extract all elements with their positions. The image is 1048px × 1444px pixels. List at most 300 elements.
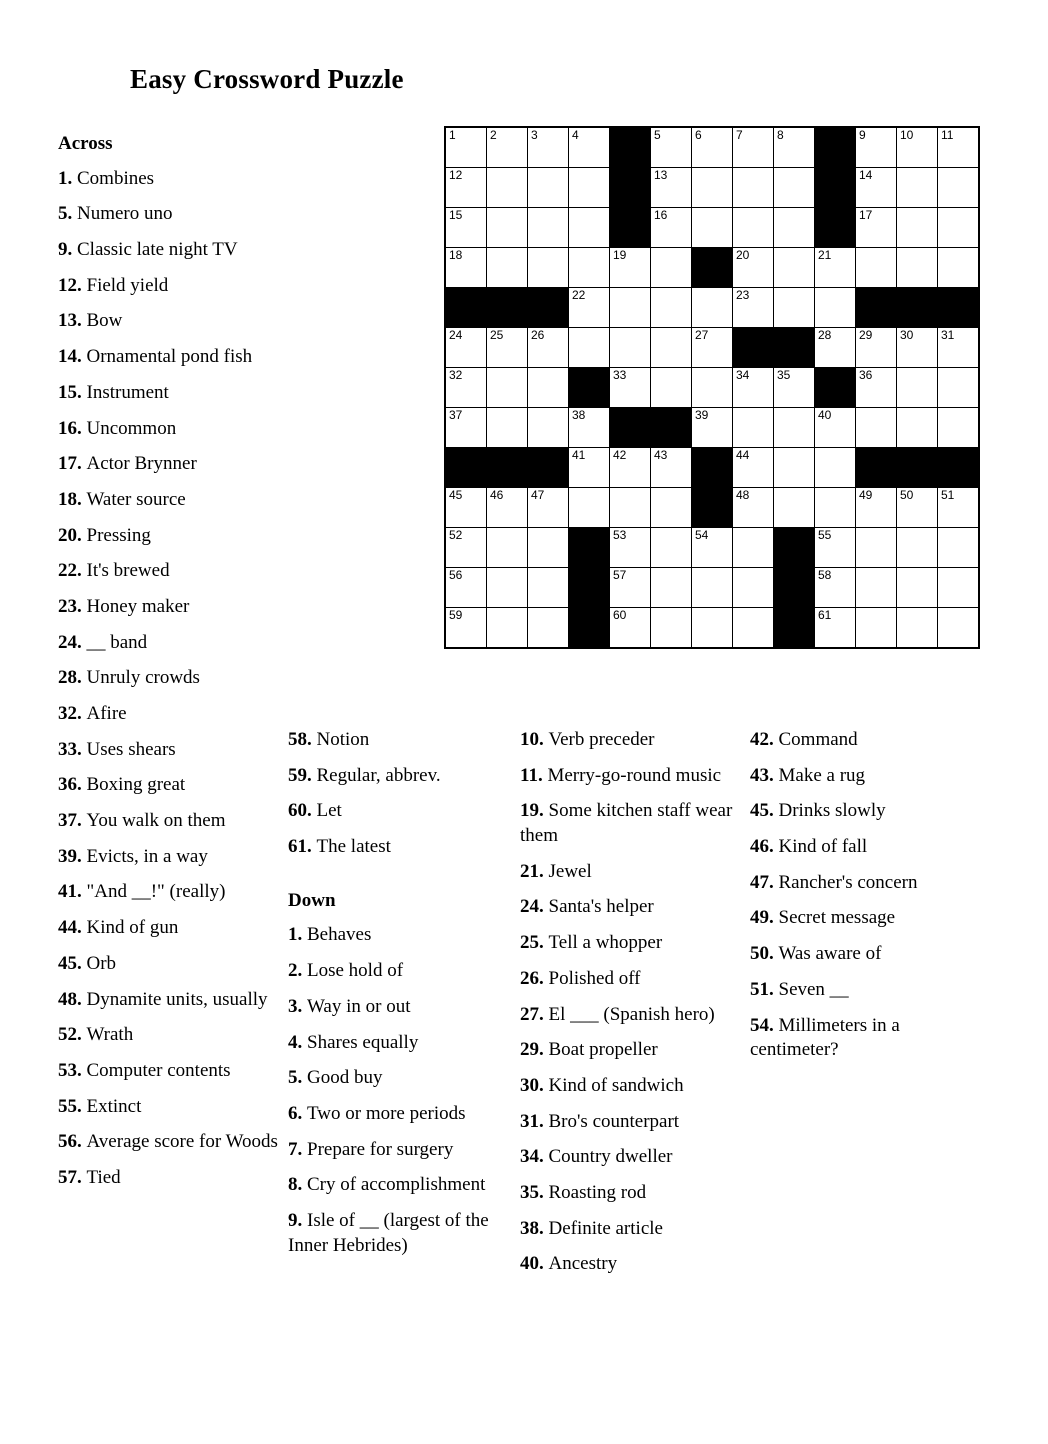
clue-item [288,1066,496,1091]
grid-cell[interactable] [651,328,692,368]
clue-item [520,1074,735,1099]
clue-item [58,452,283,477]
grid-cell-number: 54 [695,528,709,542]
grid-cell[interactable] [856,208,897,248]
grid-cell[interactable] [569,408,610,448]
clue-item [58,988,283,1013]
clue-item [58,773,283,798]
grid-cell[interactable] [651,448,692,488]
clue-text: Kind of gun [86,917,179,939]
grid-cell[interactable] [445,408,487,448]
grid-cell[interactable] [774,408,815,448]
grid-row [445,288,979,328]
clue-text: Ornamental pond fish [86,346,253,368]
clue-item [288,995,496,1020]
grid-cell[interactable] [774,448,815,488]
grid-row [445,127,979,168]
grid-cell-number: 31 [941,328,955,342]
grid-cell-block [815,368,856,408]
grid-cell[interactable] [938,488,980,528]
down-heading: Down [288,889,336,911]
grid-cell[interactable] [692,408,733,448]
grid-cell[interactable] [938,408,980,448]
grid-cell-number: 55 [818,528,832,542]
grid-cell-number: 34 [736,368,750,382]
grid-cell[interactable] [445,127,487,168]
clue-number: 43. [750,764,779,786]
clue-number: 58. [288,729,317,750]
grid-cell[interactable] [897,528,938,568]
grid-cell[interactable] [815,248,856,288]
clue-item [58,202,283,227]
grid-cell[interactable] [651,488,692,528]
grid-cell[interactable] [733,368,774,408]
clue-text: Combines [77,167,155,189]
grid-cell-number: 7 [736,128,743,142]
clue-item [58,595,283,620]
grid-cell[interactable] [815,328,856,368]
grid-cell[interactable] [938,568,980,608]
grid-cell-number: 23 [736,288,750,302]
clue-text: It's brewed [86,560,170,582]
grid-cell-number: 53 [613,528,627,542]
clue-number: 15. [58,381,87,403]
grid-cell-block [610,208,651,248]
clue-item [58,274,283,299]
grid-cell[interactable] [897,568,938,608]
clue-text: Dynamite units, usually [86,988,268,1010]
grid-cell-number: 52 [449,528,463,542]
clue-item [288,959,496,984]
grid-cell[interactable] [774,248,815,288]
grid-cell-number: 38 [572,408,586,422]
grid-cell[interactable] [897,488,938,528]
grid-cell[interactable] [774,127,815,168]
clues-column-3 [520,728,735,1288]
clue-text: Field yield [86,274,169,296]
clue-text: Behaves [307,924,372,946]
clue-number: 55. [58,1095,87,1117]
clue-item [520,1252,735,1277]
grid-cell-block [445,288,487,328]
grid-cell[interactable] [856,328,897,368]
grid-cell[interactable] [692,208,733,248]
clue-text: Extinct [86,1095,142,1117]
grid-cell[interactable] [815,288,856,328]
grid-cell[interactable] [651,208,692,248]
grid-cell[interactable] [569,448,610,488]
grid-cell[interactable] [569,168,610,208]
clue-text: Some kitchen staff wear them [520,800,733,847]
grid-cell-number: 36 [859,368,873,382]
grid-cell-number: 6 [695,128,702,142]
grid-cell-number: 21 [818,248,832,262]
grid-cell-number: 35 [777,368,791,382]
clue-text: Kind of sandwich [548,1074,684,1096]
grid-cell[interactable] [487,368,528,408]
clue-item [520,931,735,956]
grid-cell[interactable] [856,568,897,608]
grid-cell[interactable] [610,248,651,288]
grid-cell[interactable] [938,248,980,288]
grid-row [445,248,979,288]
grid-row [445,408,979,448]
clue-text: Ancestry [548,1253,618,1275]
grid-cell[interactable] [897,368,938,408]
grid-cell[interactable] [651,568,692,608]
clue-text: Unruly crowds [86,667,200,689]
grid-cell[interactable] [774,488,815,528]
grid-cell[interactable] [733,408,774,448]
clues-column-1 [58,132,283,1202]
grid-cell-number: 43 [654,448,668,462]
grid-cell-block [815,168,856,208]
clue-text: Two or more periods [307,1102,466,1124]
clues-column-2 [288,728,496,1269]
grid-cell[interactable] [733,528,774,568]
grid-cell[interactable] [692,288,733,328]
grid-cell[interactable] [733,488,774,528]
grid-cell-block [774,528,815,568]
clue-text: Definite article [548,1217,663,1239]
clue-number: 6. [288,1102,307,1124]
clue-number: 54. [750,1014,779,1036]
clue-number: 44. [58,917,87,939]
grid-cell[interactable] [445,328,487,368]
grid-cell[interactable] [897,248,938,288]
grid-cell[interactable] [445,208,487,248]
grid-row [445,168,979,208]
grid-cell-block [610,168,651,208]
grid-cell[interactable] [445,608,487,649]
page-title: Easy Crossword Puzzle [130,64,404,94]
grid-cell[interactable] [733,168,774,208]
grid-cell[interactable] [692,328,733,368]
clue-number: 14. [58,346,87,368]
grid-row [445,328,979,368]
grid-cell[interactable] [528,328,569,368]
grid-cell[interactable] [897,168,938,208]
grid-cell[interactable] [487,328,528,368]
clue-text: Merry-go-round music [547,764,722,786]
grid-cell-number: 37 [449,408,463,422]
grid-cell-number: 19 [613,248,627,262]
grid-cell-block [897,288,938,328]
clue-item [288,799,496,824]
clue-number: 48. [58,988,87,1010]
grid-cell[interactable] [528,168,569,208]
grid-cell-block [815,127,856,168]
grid-cell[interactable] [692,127,733,168]
clue-number: 23. [58,595,87,617]
grid-cell-block [774,568,815,608]
grid-cell-block [569,528,610,568]
clue-text: Orb [86,952,117,974]
crossword-grid-table[interactable] [444,126,980,649]
grid-cell-block [528,448,569,488]
clue-text: Roasting rod [548,1181,647,1203]
grid-cell-number: 42 [613,448,627,462]
grid-cell[interactable] [528,568,569,608]
grid-cell[interactable] [651,168,692,208]
clue-number: 51. [750,978,779,1000]
grid-cell-number: 61 [818,608,832,622]
clue-number: 1. [58,167,77,189]
grid-cell[interactable] [815,488,856,528]
grid-cell[interactable] [487,208,528,248]
clue-item [58,1166,283,1191]
grid-cell[interactable] [569,127,610,168]
clue-item [58,738,283,763]
clue-text: Shares equally [307,1031,419,1053]
grid-cell[interactable] [487,568,528,608]
grid-cell[interactable] [733,448,774,488]
clue-number: 45. [750,800,779,822]
clue-text: Country dweller [548,1146,673,1168]
grid-cell[interactable] [528,408,569,448]
grid-cell[interactable] [774,168,815,208]
clue-item [58,345,283,370]
grid-cell[interactable] [445,568,487,608]
grid-cell[interactable] [651,127,692,168]
clue-number: 27. [520,1003,549,1025]
clue-number: 16. [58,417,87,439]
grid-cell[interactable] [487,488,528,528]
grid-cell[interactable] [528,127,569,168]
clue-text: Cry of accomplishment [307,1174,486,1196]
grid-row [445,528,979,568]
grid-cell-number: 10 [900,128,914,142]
grid-cell[interactable] [774,368,815,408]
grid-cell[interactable] [445,168,487,208]
grid-cell-number: 33 [613,368,627,382]
clue-number: 9. [288,1209,307,1231]
grid-cell-number: 18 [449,248,463,262]
grid-cell[interactable] [733,127,774,168]
grid-cell[interactable] [938,127,980,168]
crossword-grid[interactable] [444,126,980,649]
clue-item [58,702,283,727]
grid-cell[interactable] [445,488,487,528]
grid-cell-block [774,608,815,649]
grid-cell[interactable] [733,568,774,608]
grid-cell[interactable] [897,328,938,368]
grid-cell[interactable] [569,328,610,368]
grid-cell[interactable] [528,528,569,568]
clue-text: Notion [316,729,370,750]
grid-cell-number: 26 [531,328,545,342]
grid-cell[interactable] [528,368,569,408]
grid-cell[interactable] [487,127,528,168]
grid-cell[interactable] [692,608,733,649]
grid-cell-number: 29 [859,328,873,342]
clue-item [288,728,496,753]
grid-cell[interactable] [856,248,897,288]
grid-cell-block [445,448,487,488]
clue-text: Average score for Woods [86,1131,278,1153]
grid-cell-block [610,127,651,168]
grid-cell[interactable] [938,528,980,568]
grid-cell-number: 46 [490,488,504,502]
grid-cell[interactable] [651,528,692,568]
clue-number: 41. [58,881,87,903]
clue-number: 38. [520,1217,549,1239]
grid-cell[interactable] [815,608,856,649]
clue-item [750,799,960,824]
grid-cell[interactable] [487,408,528,448]
grid-cell[interactable] [938,208,980,248]
clue-item [58,309,283,334]
clue-text: Kind of fall [778,836,868,858]
grid-cell[interactable] [733,208,774,248]
grid-cell[interactable] [856,528,897,568]
grid-cell-block [938,288,980,328]
grid-cell[interactable] [528,208,569,248]
clue-number: 61. [288,836,317,858]
grid-cell-block [692,448,733,488]
grid-cell[interactable] [569,208,610,248]
grid-cell[interactable] [815,528,856,568]
clue-text: Drinks slowly [778,800,886,822]
grid-cell[interactable] [692,528,733,568]
grid-cell[interactable] [897,127,938,168]
clue-text: Let [316,800,342,822]
clue-number: 31. [520,1110,549,1132]
clue-item [750,728,960,753]
grid-cell-number: 57 [613,568,627,582]
clue-text: Isle of __ (largest of the Inner Hebrides) [288,1209,489,1256]
grid-cell-number: 8 [777,128,784,142]
clue-text: Computer contents [86,1059,231,1081]
grid-cell[interactable] [610,368,651,408]
clue-item [520,895,735,920]
grid-cell[interactable] [856,127,897,168]
grid-cell-block [938,448,980,488]
grid-cell[interactable] [610,488,651,528]
clue-text: Boat propeller [548,1039,658,1061]
grid-cell-number: 41 [572,448,586,462]
grid-cell[interactable] [733,288,774,328]
grid-cell[interactable] [856,408,897,448]
grid-cell[interactable] [487,528,528,568]
grid-cell[interactable] [651,288,692,328]
grid-cell-number: 3 [531,128,538,142]
grid-cell[interactable] [445,248,487,288]
clue-number: 1. [288,924,307,946]
clue-item [58,167,283,192]
grid-cell[interactable] [569,248,610,288]
grid-cell-number: 32 [449,368,463,382]
grid-cell[interactable] [487,248,528,288]
clue-item [750,906,960,931]
grid-cell[interactable] [856,368,897,408]
grid-cell[interactable] [733,608,774,649]
grid-cell-block [569,368,610,408]
grid-row [445,488,979,528]
clue-item [288,1173,496,1198]
clue-number: 17. [58,453,87,475]
clue-number: 29. [520,1039,549,1061]
grid-cell[interactable] [528,248,569,288]
clue-number: 24. [58,631,87,653]
grid-cell[interactable] [692,168,733,208]
grid-cell[interactable] [897,408,938,448]
grid-cell[interactable] [692,368,733,408]
grid-cell[interactable] [610,448,651,488]
clue-text: Pressing [86,524,151,546]
grid-cell[interactable] [815,448,856,488]
grid-cell-block [651,408,692,448]
grid-cell[interactable] [733,248,774,288]
clue-number: 8. [288,1174,307,1196]
clue-text: Evicts, in a way [86,845,208,867]
grid-cell[interactable] [938,368,980,408]
grid-cell[interactable] [856,608,897,649]
clue-item [58,381,283,406]
grid-cell-number: 51 [941,488,955,502]
clue-text: Uses shears [86,738,176,760]
grid-cell-block [856,288,897,328]
grid-cell[interactable] [569,288,610,328]
clue-text: Seven __ [778,978,849,1000]
clue-number: 28. [58,667,87,689]
grid-cell[interactable] [487,608,528,649]
grid-cell[interactable] [610,288,651,328]
grid-cell[interactable] [528,488,569,528]
grid-cell[interactable] [445,368,487,408]
grid-cell[interactable] [651,248,692,288]
grid-cell[interactable] [938,608,980,649]
grid-cell[interactable] [569,488,610,528]
clue-text: Regular, abbrev. [316,764,441,786]
grid-cell[interactable] [445,528,487,568]
grid-cell-number: 56 [449,568,463,582]
clue-text: Prepare for surgery [307,1138,454,1160]
clue-item [58,1059,283,1084]
grid-cell-number: 1 [449,128,456,142]
grid-cell[interactable] [610,528,651,568]
clue-item [288,1209,496,1258]
grid-cell[interactable] [610,608,651,649]
grid-cell[interactable] [651,608,692,649]
across-heading: Across [58,133,113,154]
grid-cell[interactable] [774,288,815,328]
clue-item [520,967,735,992]
grid-cell[interactable] [610,568,651,608]
grid-cell[interactable] [938,168,980,208]
clue-item [288,764,496,789]
grid-cell[interactable] [856,168,897,208]
grid-cell[interactable] [528,608,569,649]
grid-cell[interactable] [938,328,980,368]
clue-text: Tied [86,1166,121,1188]
grid-cell[interactable] [487,168,528,208]
grid-cell[interactable] [897,608,938,649]
clue-number: 19. [520,800,549,822]
grid-cell[interactable] [692,568,733,608]
clue-number: 33. [58,738,87,760]
grid-cell[interactable] [651,368,692,408]
grid-cell[interactable] [856,488,897,528]
grid-cell[interactable] [897,208,938,248]
clue-number: 52. [58,1024,87,1046]
grid-cell[interactable] [610,328,651,368]
grid-cell[interactable] [774,208,815,248]
grid-cell[interactable] [815,408,856,448]
clue-number: 32. [58,703,87,724]
clue-number: 34. [520,1146,549,1168]
grid-cell[interactable] [815,568,856,608]
